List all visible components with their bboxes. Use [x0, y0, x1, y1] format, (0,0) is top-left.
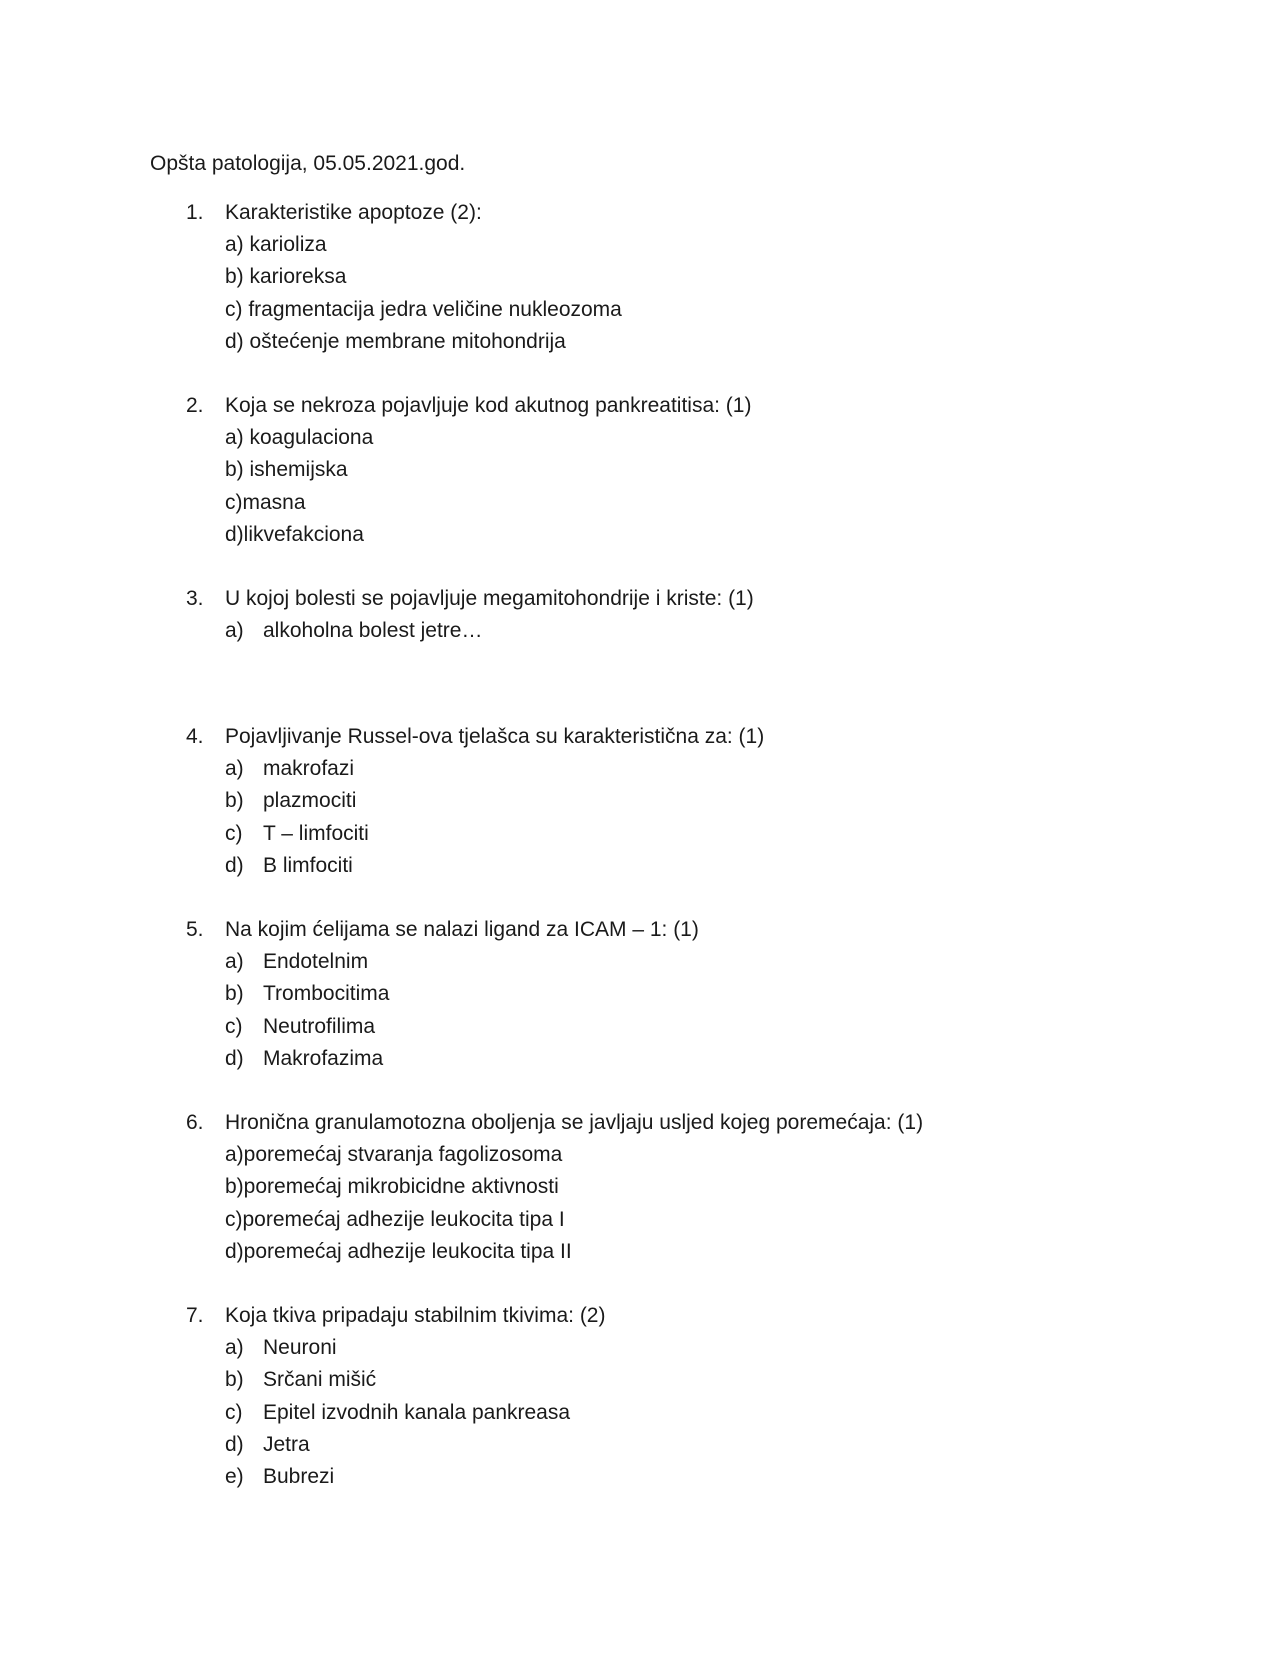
option-text: T – limfociti: [263, 821, 369, 845]
option-text: Endotelnim: [263, 950, 369, 974]
option-text: Trombocitima: [263, 982, 390, 1006]
option-text: Neutrofilima: [263, 1014, 376, 1038]
option-text: B limfociti: [263, 853, 353, 877]
question-text: Na kojim ćelijama se nalazi ligand za ICAM – 1: (1): [225, 918, 699, 941]
option-text: Epitel izvodnih kanala pankreasa: [263, 1400, 571, 1424]
option-letter: a): [225, 619, 244, 643]
option-letter: d): [225, 1046, 244, 1070]
option-letter: a): [225, 1336, 244, 1360]
option-text: Srčani mišić: [263, 1368, 377, 1392]
question-number: 2.: [186, 394, 204, 417]
option-letter: d): [225, 1432, 244, 1456]
option-text: Jetra: [263, 1432, 310, 1456]
option-letter: b): [225, 1368, 244, 1392]
option-letter: e): [225, 1464, 244, 1488]
question-number: 7.: [186, 1304, 204, 1327]
document-title: Opšta patologija, 05.05.2021.god.: [150, 152, 466, 175]
question-text: U kojoj bolesti se pojavljuje megamitohondrije i kriste: (1): [225, 587, 754, 610]
option-letter: a): [225, 950, 244, 974]
question-text: Karakteristike apoptoze (2):: [225, 201, 482, 224]
option-text: c) fragmentacija jedra veličine nukleozoma: [225, 297, 622, 321]
option-letter: c): [225, 1014, 243, 1038]
question-text: Koja se nekroza pojavljuje kod akutnog pankreatitisa: (1): [225, 394, 752, 417]
option-text: d) oštećenje membrane mitohondrija: [225, 329, 566, 353]
option-text: c)poremećaj adhezije leukocita tipa I: [225, 1207, 565, 1231]
option-text: Makrofazima: [263, 1046, 384, 1070]
option-text: Neuroni: [263, 1336, 337, 1360]
option-text: alkoholna bolest jetre…: [263, 619, 483, 643]
option-text: b) ishemijska: [225, 458, 348, 482]
option-text: b)poremećaj mikrobicidne aktivnosti: [225, 1175, 559, 1199]
option-letter: b): [225, 982, 244, 1006]
question-text: Pojavljivanje Russel-ova tjelašca su karakteristična za: (1): [225, 725, 765, 748]
option-text: Bubrezi: [263, 1464, 335, 1488]
option-text: plazmociti: [263, 789, 357, 813]
question-number: 6.: [186, 1111, 204, 1134]
question-text: Hronična granulamotozna oboljenja se javljaju usljed kojeg poremećaja: (1): [225, 1111, 924, 1134]
option-text: a) koagulaciona: [225, 426, 374, 450]
option-letter: b): [225, 789, 244, 813]
option-letter: d): [225, 853, 244, 877]
question-number: 4.: [186, 725, 204, 748]
option-text: b) karioreksa: [225, 265, 347, 289]
option-text: a) karioliza: [225, 233, 327, 257]
question-number: 1.: [186, 201, 204, 224]
question-number: 3.: [186, 587, 204, 610]
option-text: a)poremećaj stvaranja fagolizosoma: [225, 1143, 563, 1167]
option-letter: c): [225, 821, 243, 845]
question-text: Koja tkiva pripadaju stabilnim tkivima: (2): [225, 1304, 606, 1327]
option-text: d)likvefakciona: [225, 522, 364, 546]
option-text: d)poremećaj adhezije leukocita tipa II: [225, 1239, 572, 1263]
option-letter: a): [225, 757, 244, 781]
option-text: makrofazi: [263, 757, 355, 781]
question-number: 5.: [186, 918, 204, 941]
option-letter: c): [225, 1400, 243, 1424]
option-text: c)masna: [225, 490, 306, 514]
